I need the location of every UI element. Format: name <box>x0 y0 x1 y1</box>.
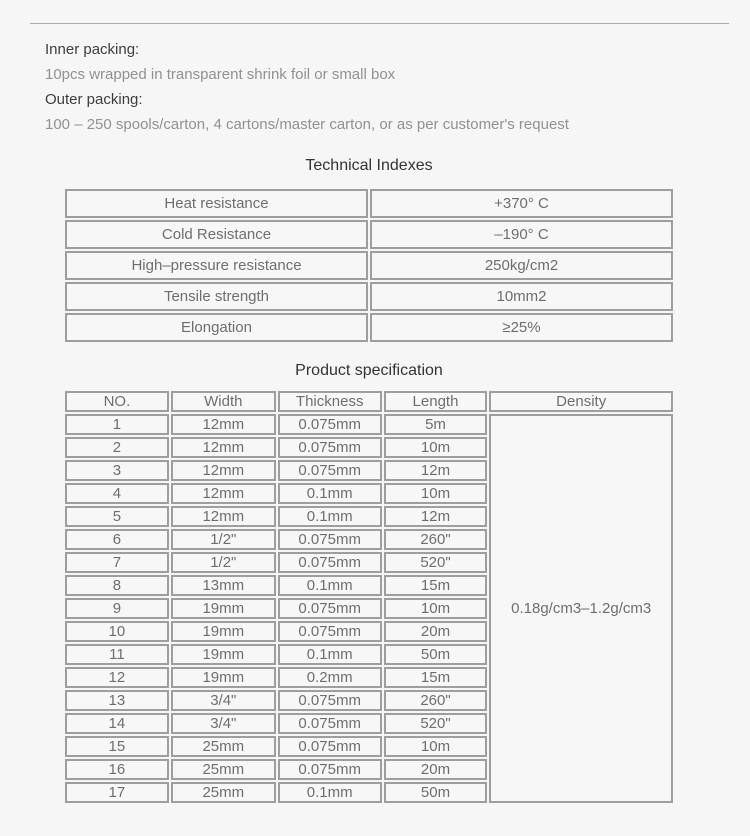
spec-cell: 11 <box>65 644 169 665</box>
tech-property-cell: Cold Resistance <box>65 220 368 249</box>
spec-cell: 5 <box>65 506 169 527</box>
spec-cell: 0.075mm <box>278 690 382 711</box>
spec-cell: 12mm <box>171 460 276 481</box>
spec-cell: 10m <box>384 437 488 458</box>
spec-cell: 0.1mm <box>278 782 382 803</box>
tech-row <box>65 220 673 249</box>
spec-cell: 19mm <box>171 621 276 642</box>
tech-property-cell: Heat resistance <box>65 189 368 218</box>
tech-value-cell: 10mm2 <box>370 282 673 311</box>
spec-cell: 15 <box>65 736 169 757</box>
spec-header-cell: Length <box>384 391 488 412</box>
spec-header-cell: NO. <box>65 391 169 412</box>
spec-cell: 0.075mm <box>278 460 382 481</box>
spec-cell: 50m <box>384 644 488 665</box>
spec-cell: 25mm <box>171 736 276 757</box>
spec-cell: 0.075mm <box>278 414 382 435</box>
product-specification-table <box>63 389 675 805</box>
spec-cell: 0.075mm <box>278 437 382 458</box>
spec-cell: 8 <box>65 575 169 596</box>
spec-cell: 0.075mm <box>278 759 382 780</box>
spec-cell: 4 <box>65 483 169 504</box>
spec-cell: 25mm <box>171 759 276 780</box>
top-divider <box>30 23 729 24</box>
spec-cell: 16 <box>65 759 169 780</box>
tech-property-cell: High–pressure resistance <box>65 251 368 280</box>
tech-row <box>65 189 673 218</box>
spec-cell: 7 <box>65 552 169 573</box>
packing-info <box>0 0 750 137</box>
tech-property-cell: Tensile strength <box>65 282 368 311</box>
spec-cell: 3/4" <box>171 690 276 711</box>
spec-cell: 520" <box>384 713 488 734</box>
tech-property-cell: Elongation <box>65 313 368 342</box>
tech-value-cell: +370° C <box>370 189 673 218</box>
spec-cell: 3/4" <box>171 713 276 734</box>
spec-cell: 10m <box>384 483 488 504</box>
spec-cell: 9 <box>65 598 169 619</box>
spec-cell: 12m <box>384 460 488 481</box>
spec-cell: 12mm <box>171 414 276 435</box>
spec-cell: 12m <box>384 506 488 527</box>
product-specification-title: Product specification <box>295 362 443 379</box>
spec-cell: 6 <box>65 529 169 550</box>
spec-cell: 0.1mm <box>278 575 382 596</box>
spec-cell: 19mm <box>171 667 276 688</box>
technical-indexes-title: Technical Indexes <box>305 157 433 174</box>
spec-cell: 0.2mm <box>278 667 382 688</box>
spec-cell: 0.075mm <box>278 529 382 550</box>
spec-cell: 1 <box>65 414 169 435</box>
spec-cell: 14 <box>65 713 169 734</box>
spec-cell: 12 <box>65 667 169 688</box>
spec-cell: 3 <box>65 460 169 481</box>
spec-cell: 50m <box>384 782 488 803</box>
inner-packing-desc: 10pcs wrapped in transparent shrink foil or small box <box>45 66 396 83</box>
tech-value-cell: ≥25% <box>370 313 673 342</box>
spec-header-row <box>65 391 673 412</box>
spec-cell: 0.075mm <box>278 598 382 619</box>
spec-cell: 13mm <box>171 575 276 596</box>
spec-cell: 13 <box>65 690 169 711</box>
spec-cell: 0.1mm <box>278 644 382 665</box>
spec-cell: 20m <box>384 759 488 780</box>
tech-value-cell: 250kg/cm2 <box>370 251 673 280</box>
spec-cell: 19mm <box>171 644 276 665</box>
spec-row <box>65 414 673 435</box>
spec-header-cell: Width <box>171 391 276 412</box>
spec-cell: 5m <box>384 414 488 435</box>
spec-cell: 0.1mm <box>278 483 382 504</box>
tech-row <box>65 313 673 342</box>
spec-cell: 19mm <box>171 598 276 619</box>
spec-cell: 0.1mm <box>278 506 382 527</box>
spec-cell: 2 <box>65 437 169 458</box>
spec-cell: 1/2" <box>171 552 276 573</box>
technical-indexes-table <box>63 187 675 344</box>
spec-cell: 520" <box>384 552 488 573</box>
spec-cell: 10 <box>65 621 169 642</box>
density-cell: 0.18g/cm3–1.2g/cm3 <box>489 414 673 803</box>
spec-cell: 12mm <box>171 437 276 458</box>
tech-row <box>65 251 673 280</box>
tech-row <box>65 282 673 311</box>
spec-cell: 12mm <box>171 483 276 504</box>
spec-cell: 15m <box>384 667 488 688</box>
spec-cell: 25mm <box>171 782 276 803</box>
spec-cell: 0.075mm <box>278 621 382 642</box>
outer-packing-label: Outer packing: <box>45 91 143 108</box>
spec-header-cell: Thickness <box>278 391 382 412</box>
spec-cell: 12mm <box>171 506 276 527</box>
spec-cell: 17 <box>65 782 169 803</box>
spec-cell: 0.075mm <box>278 552 382 573</box>
spec-cell: 1/2" <box>171 529 276 550</box>
spec-cell: 15m <box>384 575 488 596</box>
spec-cell: 10m <box>384 736 488 757</box>
spec-cell: 0.075mm <box>278 736 382 757</box>
inner-packing-label: Inner packing: <box>45 41 140 58</box>
tech-value-cell: –190° C <box>370 220 673 249</box>
spec-cell: 0.075mm <box>278 713 382 734</box>
outer-packing-desc: 100 – 250 spools/carton, 4 cartons/master carton, or as per customer's request <box>45 116 569 133</box>
spec-cell: 260" <box>384 529 488 550</box>
spec-cell: 20m <box>384 621 488 642</box>
spec-cell: 260" <box>384 690 488 711</box>
spec-header-cell: Density <box>489 391 673 412</box>
spec-cell: 10m <box>384 598 488 619</box>
